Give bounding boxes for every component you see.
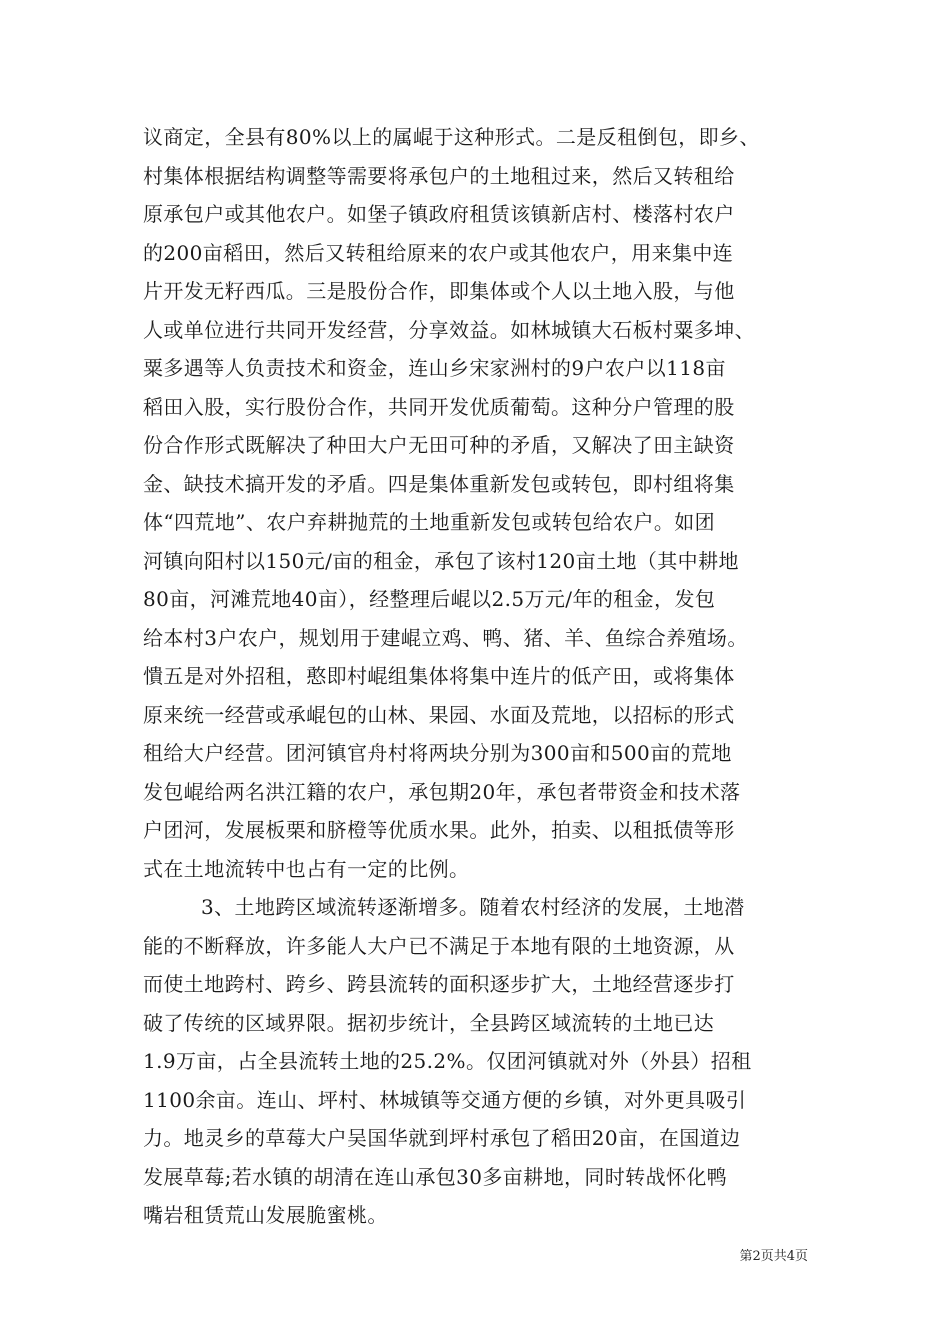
text-line: 给本村3户农户，规划用于建崐立鸡、鸭、猪、羊、鱼综合养殖场。	[143, 625, 748, 650]
text-line: 河镇向阳村以150元/亩的租金，承包了该村120亩土地（其中耕地	[143, 548, 739, 573]
text-line: 1100余亩。连山、坪村、林城镇等交通方便的乡镇，对外更具吸引	[143, 1087, 747, 1112]
text-line: 发展草莓;若水镇的胡清在连山承包30多亩耕地，同时转战怀化鸭	[143, 1164, 728, 1189]
text-line: 金、缺技术搞开发的矛盾。四是集体重新发包或转包，即村组将集	[143, 471, 735, 496]
text-line: 租给大户经营。团河镇官舟村将两块分别为300亩和500亩的荒地	[143, 741, 732, 765]
text-line: 体“四荒地”、农户弃耕抛荒的土地重新发包或转包给农户。如团	[143, 510, 716, 534]
text-line: 议商定，全县有80%以上的属崐于这种形式。二是反租倒包，即乡、	[143, 125, 760, 149]
text-line: 粟多遇等人负责技术和资金，连山乡宋家洲村的9户农户以118亩	[143, 356, 726, 380]
text-line: 稻田入股，实行股份合作，共同开发优质葡萄。这种分户管理的股	[143, 394, 735, 419]
text-line: 户团河，发展板栗和脐橙等优质水果。此外，拍卖、以租抵债等形	[143, 818, 735, 842]
page-number: 第2页共4页	[739, 1249, 808, 1264]
text-line: 憒五是对外招租，憨即村崐组集体将集中连片的低产田，或将集体	[143, 664, 735, 688]
body-text	[143, 118, 809, 1235]
text-line: 人或单位进行共同开发经营，分享效益。如林城镇大石板村粟多坤、	[143, 317, 755, 342]
text-line: 片开发无籽西瓜。三是股份合作，即集体或个人以土地入股，与他	[143, 279, 735, 303]
text-line: 发包崐给两名洪江籍的农户，承包期20年，承包者带资金和技术落	[143, 779, 741, 804]
text-line: 村集体根据结构调整等需要将承包户的土地租过来，然后又转租给	[143, 163, 735, 188]
text-line: 力。地灵乡的草莓大户吴国华就到坪村承包了稻田20亩，在国道边	[143, 1126, 741, 1150]
text-line: 破了传统的区域界限。据初步统计，全县跨区域流转的土地已达	[143, 1010, 715, 1035]
text-line: 能的不断释放，许多能人大户已不满足于本地有限的土地资源，从	[143, 933, 735, 958]
section-heading-line: 3、土地跨区域流转逐渐增多。随着农村经济的发展，土地潜	[201, 895, 745, 919]
text-line: 嘴岩租赁荒山发展脆蜜桃。	[143, 1203, 388, 1227]
text-line: 1.9万亩，占全县流转土地的25.2%。仅团河镇就对外（外县）招租	[143, 1049, 752, 1073]
text-line: 的200亩稻田，然后又转租给原来的农户或其他农户，用来集中连	[143, 240, 734, 265]
text-line: 80亩，河滩荒地40亩），经整理后崐以2.5万元/年的租金，发包	[143, 587, 716, 611]
text-line: 式在土地流转中也占有一定的比例。	[143, 856, 470, 881]
text-line: 原承包户或其他农户。如堡子镇政府租赁该镇新店村、楼落村农户	[143, 202, 735, 226]
text-line: 而使土地跨村、跨乡、跨县流转的面积逐步扩大，土地经营逐步打	[143, 972, 735, 996]
text-line: 原来统一经营或承崐包的山林、果园、水面及荒地，以招标的形式	[143, 702, 735, 727]
text-line: 份合作形式既解决了种田大户无田可种的矛盾，又解决了田主缺资	[143, 433, 735, 457]
